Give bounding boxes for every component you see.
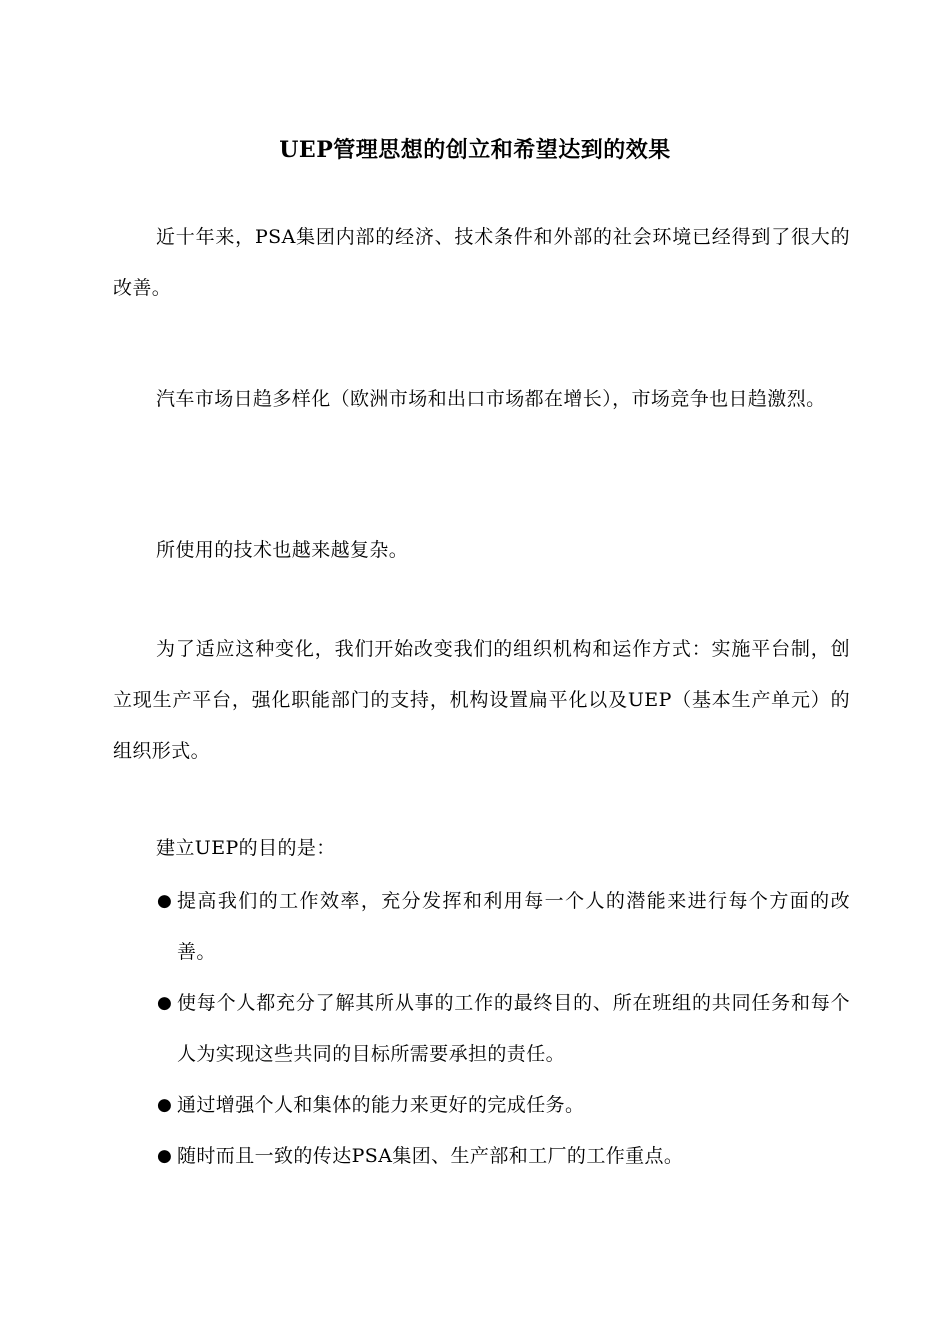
list-item — [157, 1131, 850, 1182]
paragraph-organization: 为了适应这种变化，我们开始改变我们的组织机构和运作方式：实施平台制，创立现生产平台，强化职能部门的支持，机构设置扁平化以及UEP（基本生产单元）的组织形式。 — [113, 638, 850, 762]
bullet-icon: ● — [157, 1146, 173, 1166]
paragraph-technology: 所使用的技术也越来越复杂。 — [156, 539, 409, 561]
bullet-icon: ● — [157, 891, 173, 911]
bullet-icon: ● — [157, 993, 173, 1013]
list-item-text: 通过增强个人和集体的能力来更好的完成任务。 — [177, 1094, 585, 1116]
list-item-text: 提高我们的工作效率，充分发挥和利用每一个人的潜能来进行每个方面的改善。 — [177, 890, 850, 963]
paragraph-market: 汽车市场日趋多样化（欧洲市场和出口市场都在增长），市场竞争也日趋激烈。 — [156, 388, 826, 410]
list-item — [157, 1080, 850, 1131]
list-item — [157, 876, 850, 978]
list-item-text: 随时而且一致的传达PSA集团、生产部和工厂的工作重点。 — [177, 1145, 684, 1167]
bullet-icon: ● — [157, 1095, 173, 1115]
uep-goals-list — [157, 876, 850, 1182]
paragraph-intro: 近十年来，PSA集团内部的经济、技术条件和外部的社会环境已经得到了很大的改善。 — [113, 226, 850, 299]
paragraph-uep-goals-intro: 建立UEP的目的是： — [156, 837, 336, 859]
list-item-text: 使每个人都充分了解其所从事的工作的最终目的、所在班组的共同任务和每个人为实现这些共同的目标所需要承担的责任。 — [177, 992, 850, 1065]
document-title: UEP管理思想的创立和希望达到的效果 — [279, 137, 671, 163]
list-item — [157, 978, 850, 1080]
